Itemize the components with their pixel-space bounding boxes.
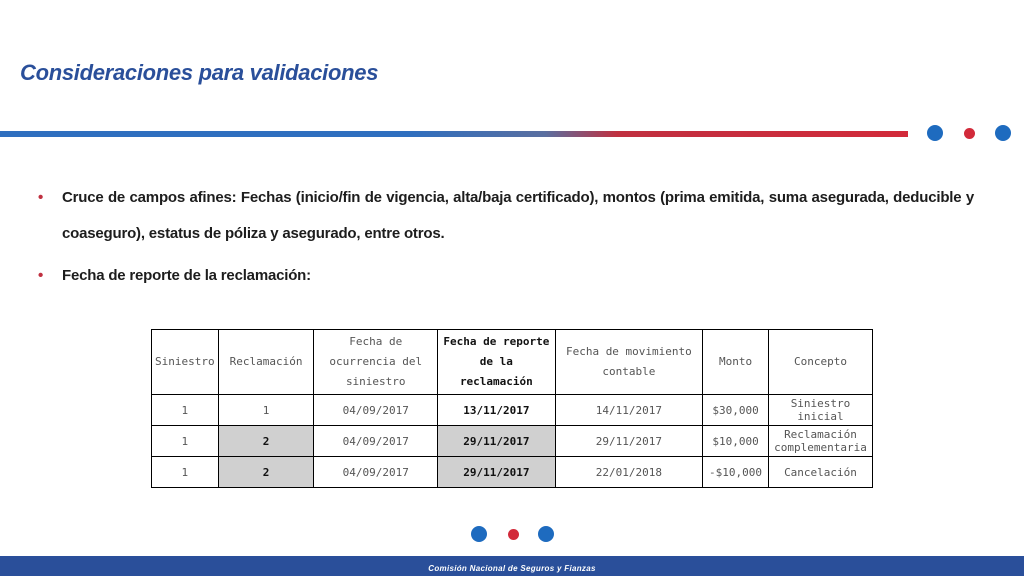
- cell-siniestro: 1: [152, 426, 219, 457]
- header-concepto: Concepto: [769, 330, 873, 395]
- footer-bar: [0, 556, 1024, 576]
- table-header-row: [152, 330, 873, 395]
- bullet-list: [38, 180, 974, 294]
- cell-reclamacion: 2: [218, 426, 314, 457]
- cell-concepto: Reclamación complementaria: [769, 426, 873, 457]
- bullet-item: • Cruce de campos afines: Fechas (inicio/fin de vigencia, alta/baja certificado), montos (prima emitida, suma asegurada, deducible y coaseguro), estatus de póliza y asegurado, entre otros.: [38, 180, 974, 252]
- cell-fecha-ocurrencia: 04/09/2017: [314, 457, 438, 488]
- header-monto: Monto: [703, 330, 769, 395]
- cell-fecha-movimiento: 29/11/2017: [555, 426, 702, 457]
- decor-dot-blue-right: [538, 526, 554, 542]
- header-fecha-reporte: Fecha de reporte de la reclamación: [438, 330, 556, 395]
- decor-dot-red: [964, 128, 975, 139]
- table-row: [152, 457, 873, 488]
- slide-title: Consideraciones para validaciones: [20, 60, 379, 85]
- header-siniestro: Siniestro: [152, 330, 219, 395]
- header-reclamacion: Reclamación: [218, 330, 314, 395]
- decor-dot-blue-left: [927, 125, 943, 141]
- cell-concepto: Cancelación: [769, 457, 873, 488]
- decor-dot-blue-right: [995, 125, 1011, 141]
- claims-table: [151, 329, 873, 488]
- decor-dot-blue-left: [471, 526, 487, 542]
- table-row: [152, 426, 873, 457]
- header-fecha-ocurrencia: Fecha de ocurrencia del siniestro: [314, 330, 438, 395]
- cell-fecha-movimiento: 22/01/2018: [555, 457, 702, 488]
- cell-fecha-reporte: 29/11/2017: [438, 426, 556, 457]
- cell-monto: -$10,000: [703, 457, 769, 488]
- title-underline-bar: [0, 131, 908, 137]
- cell-fecha-reporte: 13/11/2017: [438, 395, 556, 426]
- header-fecha-movimiento: Fecha de movimiento contable: [555, 330, 702, 395]
- cell-siniestro: 1: [152, 457, 219, 488]
- table-row: [152, 395, 873, 426]
- cell-siniestro: 1: [152, 395, 219, 426]
- cell-fecha-ocurrencia: 04/09/2017: [314, 426, 438, 457]
- cell-fecha-ocurrencia: 04/09/2017: [314, 395, 438, 426]
- decor-dot-red: [508, 529, 519, 540]
- cell-fecha-reporte: 29/11/2017: [438, 457, 556, 488]
- bullet-item: • Fecha de reporte de la reclamación:: [38, 258, 974, 294]
- cell-reclamacion: 2: [218, 457, 314, 488]
- cell-monto: $30,000: [703, 395, 769, 426]
- cell-fecha-movimiento: 14/11/2017: [555, 395, 702, 426]
- footer-text: Comisión Nacional de Seguros y Fianzas: [428, 564, 596, 573]
- cell-concepto: Siniestro inicial: [769, 395, 873, 426]
- cell-monto: $10,000: [703, 426, 769, 457]
- cell-reclamacion: 1: [218, 395, 314, 426]
